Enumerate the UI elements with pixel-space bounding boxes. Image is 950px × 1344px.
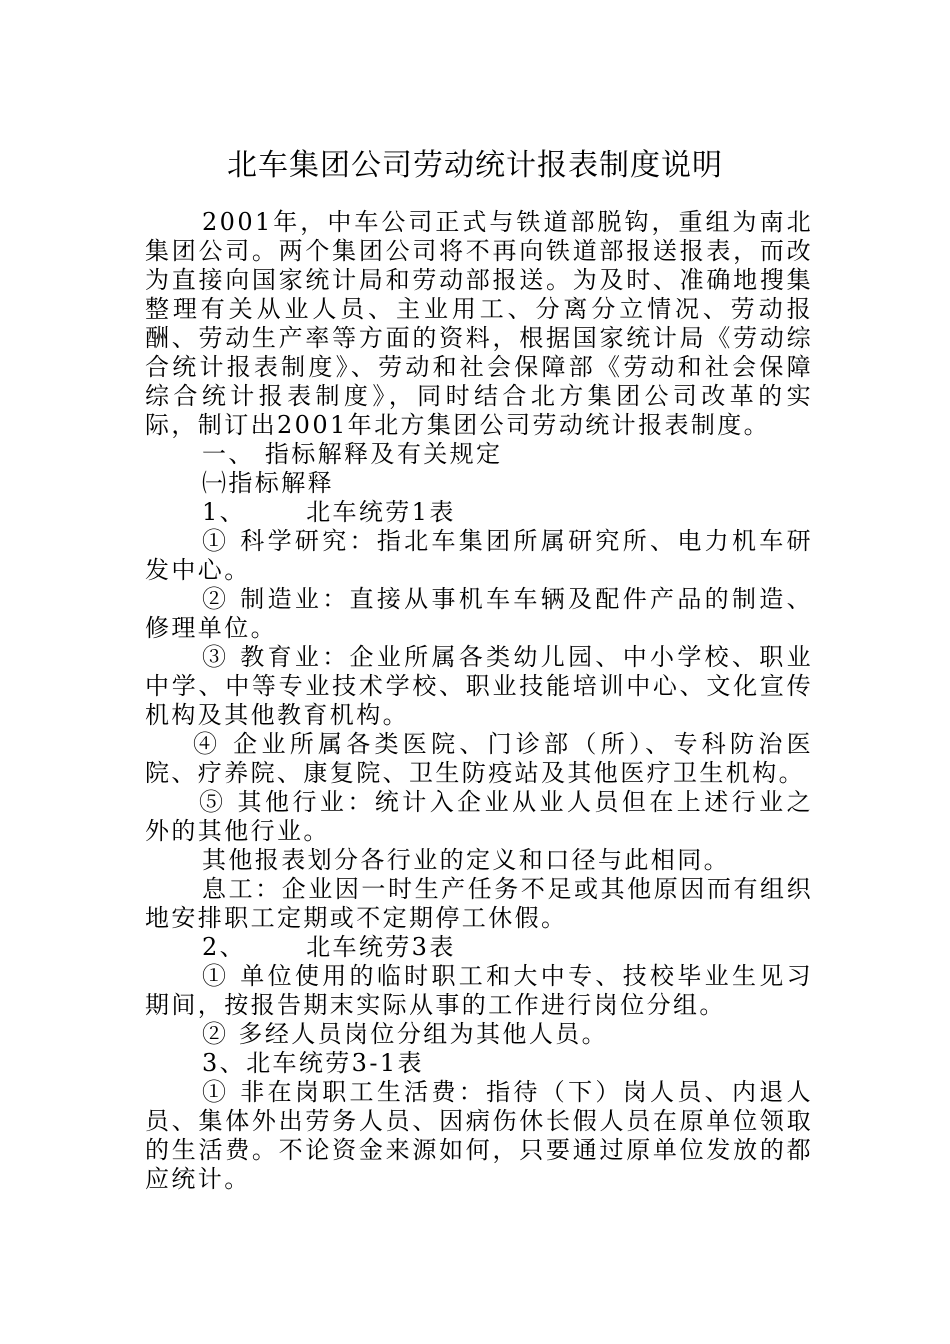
subsection-heading: ㈠指标解释: [202, 469, 334, 497]
note-paragraph: 其他报表划分各行业的定义和口径与此相同。: [202, 846, 730, 874]
item-heading: 3、北车统劳3-1表: [202, 1049, 424, 1077]
list-item: ① 科学研究：指北车集团所属研究所、电力机车研发中心。: [145, 527, 813, 584]
definition-paragraph: 息工：企业因一时生产任务不足或其他原因而有组织地安排职工定期或不定期停工休假。: [145, 875, 813, 932]
list-item: ② 多经人员岗位分组为其他人员。: [202, 1020, 609, 1048]
list-item: ① 非在岗职工生活费：指待（下）岗人员、内退人员、集体外出劳务人员、因病伤休长假人员在原单位领取的生活费。不论资金来源如何，只要通过原单位发放的都应统计。: [145, 1078, 813, 1193]
item-title: 北车统劳1表: [306, 498, 456, 526]
item-heading: [145, 498, 813, 527]
list-item: ③ 教育业：企业所属各类幼儿园、中小学校、职业中学、中等专业技术学校、职业技能培训中心、文化宣传机构及其他教育机构。: [145, 643, 813, 729]
list-item: ④ 企业所属各类医院、门诊部（所）、专科防治医院、疗养院、康复院、卫生防疫站及其他医疗卫生机构。: [145, 730, 813, 787]
list-item: ⑤ 其他行业：统计入企业从业人员但在上述行业之外的其他行业。: [145, 788, 813, 845]
item-heading: [145, 933, 813, 962]
item-number: 1、: [202, 498, 247, 526]
intro-paragraph: 2001年，中车公司正式与铁道部脱钩，重组为南北集团公司。两个集团公司将不再向铁道部报送报表，而改为直接向国家统计局和劳动部报送。为及时、准确地搜集整理有关从业人员、主业用工、分离分立情况、劳动报酬、劳动生产率等方面的资料，根据国家统计局《劳动综合统计报表制度》、劳动和社会保障部《劳动和社会保障综合统计报表制度》，同时结合北方集团公司改革的实际，制订出2001年北方集团公司劳动统计报表制度。: [145, 208, 813, 439]
list-item: ② 制造业：直接从事机车车辆及配件产品的制造、修理单位。: [145, 585, 813, 642]
item-number: 2、: [202, 933, 247, 961]
document-title: 北车集团公司劳动统计报表制度说明: [227, 148, 723, 183]
section-heading: 一、 指标解释及有关规定: [202, 440, 503, 468]
item-title: 北车统劳3表: [306, 933, 456, 961]
document-body: [145, 208, 813, 1194]
list-item: ① 单位使用的临时职工和大中专、技校毕业生见习期间，按报告期末实际从事的工作进行岗位分组。: [145, 962, 813, 1019]
